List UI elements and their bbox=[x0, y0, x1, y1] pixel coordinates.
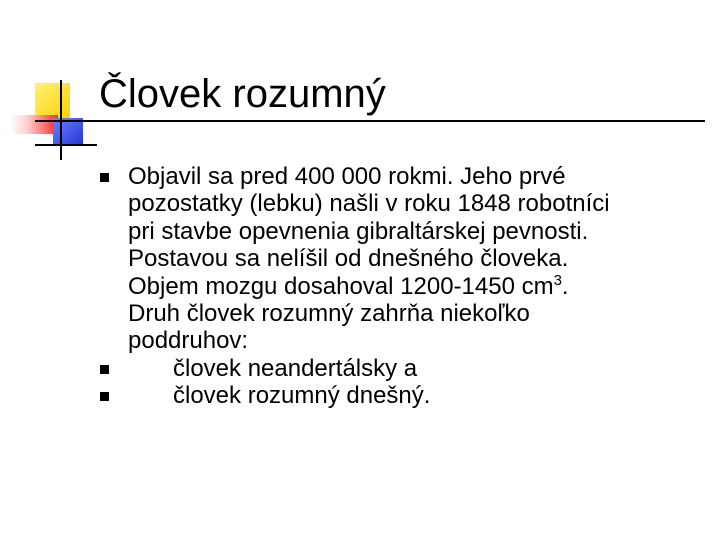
bullet-item bbox=[100, 355, 700, 382]
bullet-list bbox=[100, 163, 700, 410]
text-line: Druh človek rozumný zahrňa niekoľko bbox=[128, 300, 530, 328]
text-line: človek neandertálsky a bbox=[173, 354, 418, 382]
text-line: pozostatky (lebku) našli v roku 1848 robotníci bbox=[128, 190, 610, 218]
bullet-square-icon bbox=[100, 392, 109, 401]
logo-blue-square bbox=[53, 118, 83, 146]
text-line bbox=[128, 273, 700, 300]
text-line: pri stavbe opevnenia gibraltárskej pevnosti. bbox=[128, 217, 589, 245]
logo-yellow-square bbox=[35, 83, 70, 120]
bullet-item bbox=[100, 163, 700, 355]
logo-red-bar bbox=[10, 115, 58, 134]
bullet-square-icon bbox=[100, 365, 109, 374]
text-line: človek rozumný dnešný. bbox=[173, 382, 431, 410]
logo-horizontal-line bbox=[35, 144, 97, 146]
bullet-square-icon bbox=[100, 173, 109, 182]
decorative-logo bbox=[0, 0, 110, 170]
text-line: Postavou sa nelíšil od dnešného človeka. bbox=[128, 245, 569, 273]
volume-superscript: 3 bbox=[553, 271, 562, 289]
volume-text: Objem mozgu dosahoval 1200-1450 cm bbox=[128, 272, 554, 300]
text-line: Objavil sa pred 400 000 rokmi. Jeho prvé bbox=[128, 163, 566, 190]
volume-end: . bbox=[561, 272, 569, 300]
title-divider bbox=[35, 120, 705, 122]
bullet-item bbox=[100, 382, 700, 409]
text-line: poddruhov: bbox=[128, 327, 249, 355]
slide-title: Človek rozumný bbox=[99, 72, 386, 116]
